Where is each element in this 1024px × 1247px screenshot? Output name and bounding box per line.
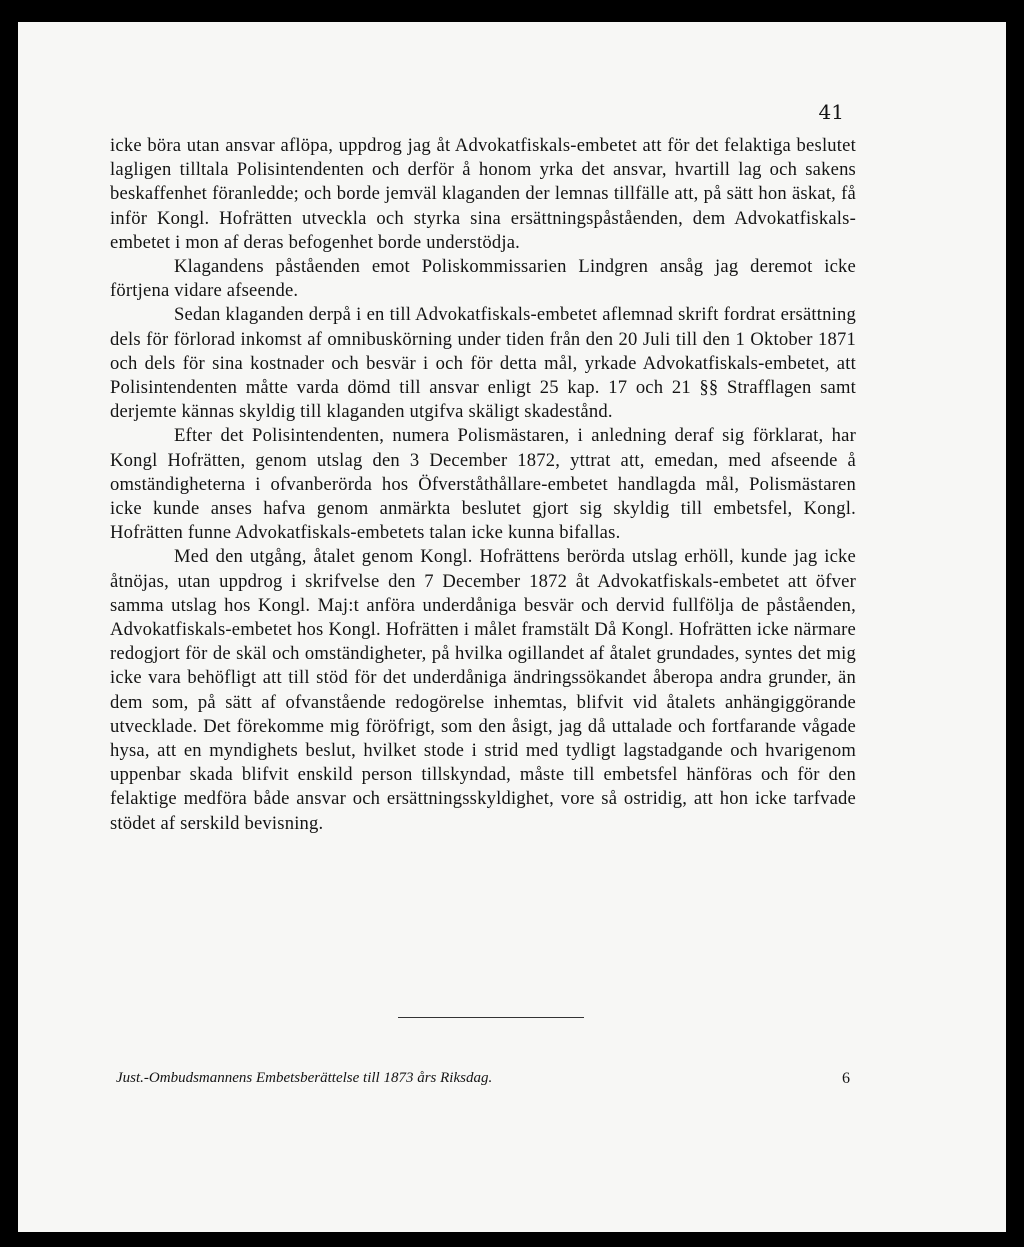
body-text <box>110 134 856 836</box>
paragraph-4: Efter det Polisintendenten, numera Polismästaren, i anledning deraf sig förklarat, har Kongl Hofrätten, genom utslag den 3 December 1872, yttrat att, emedan, med afseende å omständigheterna i ofvanberörda hos Öfverståthållare-embetet handlagda mål, Polismästaren icke kunde anses hafva genom anmärkta beslutet gjort sig skyldig till embetsfel, Kongl. Hofrätten funne Advokatfiskals-embetets talan icke kunna bifallas. <box>110 425 856 544</box>
footer-title: Just.-Ombudsmannens Embetsberättelse till 1873 års Riksdag. <box>116 1070 493 1086</box>
paragraph-1: icke böra utan ansvar aflöpa, uppdrog jag åt Advokatfiskals-embetet att för det felaktiga beslutet lagligen tilltala Polisintendenten och derför å honom yrka det ansvar, hvartill lag och sakens beskaffenhet föranledde; och borde jemväl klaganden der lemnas tillfälle att, på sätt hon äskat, få inför Kongl. Hofrätten utveckla och styrka sina ersättningspåståenden, dem Advokatfiskals-embetet i mon af deras befogenhet borde understödja. <box>110 135 856 253</box>
paragraph-3: Sedan klaganden derpå i en till Advokatfiskals-embetet aflemnad skrift fordrat ersättning dels för förlorad inkomst af omnibuskörning under tiden från den 20 Juli till den 1 Oktober 1871 och dels för sina kostnader och besvär i och för detta mål, yrkade Advokatfiskals-embetet, att Polisintendenten måtte varda dömd till ansvar enligt 25 kap. 17 och 21 §§ Strafflagen samt derjemte kännas skyldig till klaganden utgifva skäligt skadestånd. <box>110 304 856 423</box>
paragraph-2: Klagandens påståenden emot Poliskommissarien Lindgren ansåg jag deremot icke förtjena vidare afseende. <box>110 256 856 302</box>
page-footer <box>116 1070 850 1087</box>
section-divider <box>398 1017 584 1018</box>
page-number: 41 <box>818 100 844 124</box>
signature-mark: 6 <box>842 1070 850 1087</box>
document-page <box>18 22 1006 1232</box>
paragraph-5: Med den utgång, åtalet genom Kongl. Hofrättens berörda utslag erhöll, kunde jag icke åtnöjas, utan uppdrog i skrifvelse den 7 December 1872 åt Advokatfiskals-embetet att öfver samma utslag hos Kongl. Maj:t anföra underdåniga besvär och dervid fullfölja de påståenden, Advokatfiskals-embetet hos Kongl. Hofrätten i målet framstält Då Kongl. Hofrätten icke närmare redogjort för de skäl och omständigheter, på hvilka ogillandet af åtalet grundades, syntes det mig icke vara behöfligt att till stöd för det underdåniga ändringssökandet åberopa andra grunder, än dem som, på sätt af ofvanstående redogörelse inhemtas, blifvit vid åtalets anhängiggörande utvecklade. Det förekomme mig föröfrigt, som den åsigt, jag då uttalade och fortfarande vågade hysa, att en myndighets beslut, hvilket stode i strid med tydligt lagstadgande och hvarigenom uppenbar skada blifvit enskild person tillskyndad, måste till embetsfel hänföras och för den felaktige medföra både ansvar och ersättningsskyldighet, vore så ostridig, att hon icke tarfvade stödet af serskild bevisning. <box>110 546 856 834</box>
